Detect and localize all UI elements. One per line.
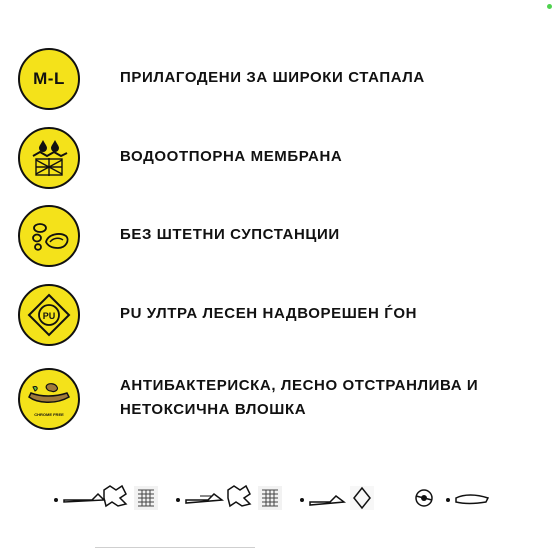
materials-strip (0, 478, 556, 518)
pu-sole-icon (18, 284, 80, 346)
care-icon (416, 490, 488, 506)
feature-label: БЕЗ ШТЕТНИ СУПСТАНЦИИ (120, 226, 340, 243)
feature-label-line2: НЕТОКСИЧНА ВЛОШКА (120, 401, 307, 418)
insole-icon (18, 368, 80, 430)
sole-synthetic-icon (300, 486, 374, 510)
feature-no-harmful (0, 205, 556, 269)
upper-leather-icon (54, 486, 158, 510)
feature-wide-fit (0, 48, 556, 112)
divider (95, 547, 255, 548)
lining-leather-icon (176, 486, 282, 510)
feature-label: PU УЛТРА ЛЕСЕН НАДВОРЕШЕН ЃОН (120, 305, 418, 322)
feature-pu-sole (0, 284, 556, 348)
feature-insole (0, 368, 556, 432)
feature-waterproof (0, 127, 556, 191)
waterproof-membrane-icon (18, 127, 80, 189)
no-harmful-substances-icon (18, 205, 80, 267)
feature-label: ПРИЛАГОДЕНИ ЗА ШИРОКИ СТАПАЛА (120, 69, 425, 86)
badge-ml-text: M-L (33, 69, 65, 88)
feature-label-line1: АНТИБАКТЕРИСКА, ЛЕСНО ОТСТРАНЛИВА И (120, 377, 479, 394)
corner-dot (547, 4, 552, 9)
feature-label: ВОДООТПОРНА МЕМБРАНА (120, 148, 343, 165)
pu-badge-text: PU (42, 311, 56, 321)
chrome-free-text: CHROME FREE (34, 412, 64, 417)
fit-width-icon (18, 48, 80, 110)
